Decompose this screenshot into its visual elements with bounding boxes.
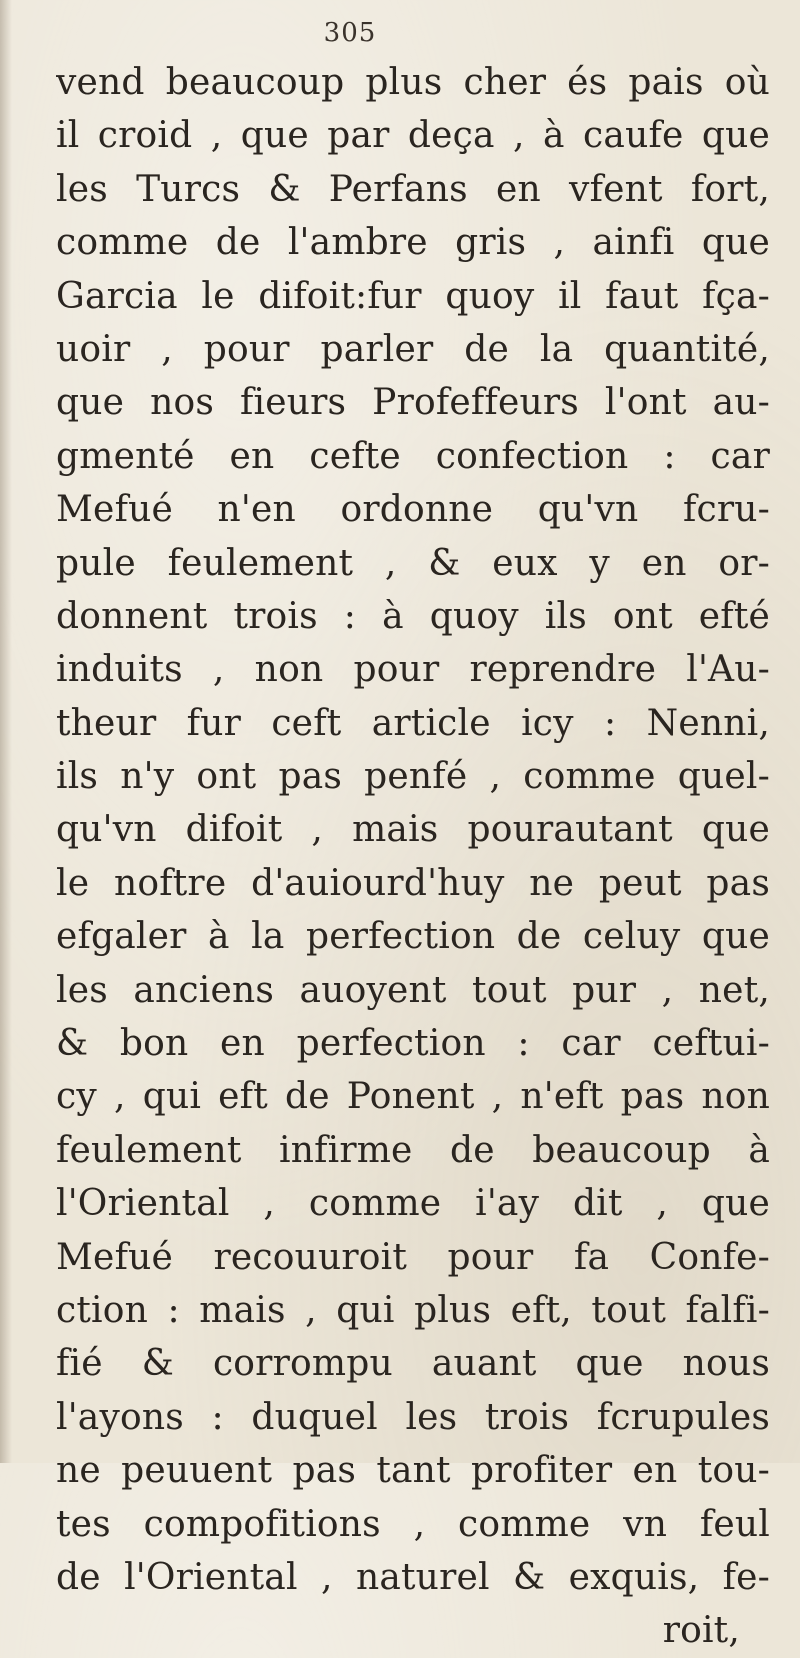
text-line: les anciens auoyent tout pur , net, xyxy=(56,969,770,1011)
text-line: il croid , que par deça , à caufe que xyxy=(56,115,770,157)
page-number: 305 xyxy=(323,18,377,48)
text-line: efgaler à la perfection de celuy que xyxy=(56,916,770,958)
text-line: Mefué n'en ordonne qu'vn fcru- xyxy=(56,489,770,531)
text-line: Mefué recouuroit pour fa Confe- xyxy=(56,1236,770,1278)
text-line: theur fur ceft article icy : Nenni, xyxy=(56,702,770,744)
text-line: tes compofitions , comme vn feul xyxy=(56,1503,770,1545)
text-line: fié & corrompu auant que nous xyxy=(56,1343,770,1385)
text-line: ne peuuent pas tant profiter en tou- xyxy=(56,1450,770,1492)
text-line: ction : mais , qui plus eft, tout falfi- xyxy=(56,1289,770,1331)
text-line: Garcia le difoit:fur quoy il faut fça- xyxy=(56,275,770,317)
text-line: & bon en perfection : car ceftui- xyxy=(56,1023,770,1065)
text-line: vend beaucoup plus cher és pais où xyxy=(56,62,770,103)
text-line: donnent trois : à quoy ils ont efté xyxy=(56,595,770,637)
text-line: l'Oriental , comme i'ay dit , que xyxy=(56,1183,770,1225)
text-line: que nos fieurs Profeffeurs l'ont au- xyxy=(56,382,770,424)
text-line: l'ayons : duquel les trois fcrupules xyxy=(56,1396,770,1438)
text-line: les Turcs & Perfans en vfent fort, xyxy=(56,168,770,210)
body-text xyxy=(56,56,770,1658)
text-line: pule feulement , & eux y en or- xyxy=(56,542,770,584)
text-line: feulement infirme de beaucoup à xyxy=(56,1129,770,1171)
text-line: uoir , pour parler de la quantité, xyxy=(56,328,770,370)
text-line: de l'Oriental , naturel & exquis, fe- xyxy=(56,1556,770,1598)
text-line: comme de l'ambre gris , ainfi que xyxy=(56,222,770,264)
text-line: cy , qui eft de Ponent , n'eft pas non xyxy=(56,1076,770,1118)
catchword: roit, xyxy=(662,1610,740,1652)
text-line: induits , non pour reprendre l'Au- xyxy=(56,649,770,691)
text-line: qu'vn difoit , mais pourautant que xyxy=(56,809,770,851)
text-line: gmenté en cefte confection : car xyxy=(56,435,770,477)
text-line: ils n'y ont pas penfé , comme quel- xyxy=(56,756,770,798)
page-gutter-shadow xyxy=(0,0,12,1463)
text-line: le noftre d'auiourd'huy ne peut pas xyxy=(56,862,770,904)
